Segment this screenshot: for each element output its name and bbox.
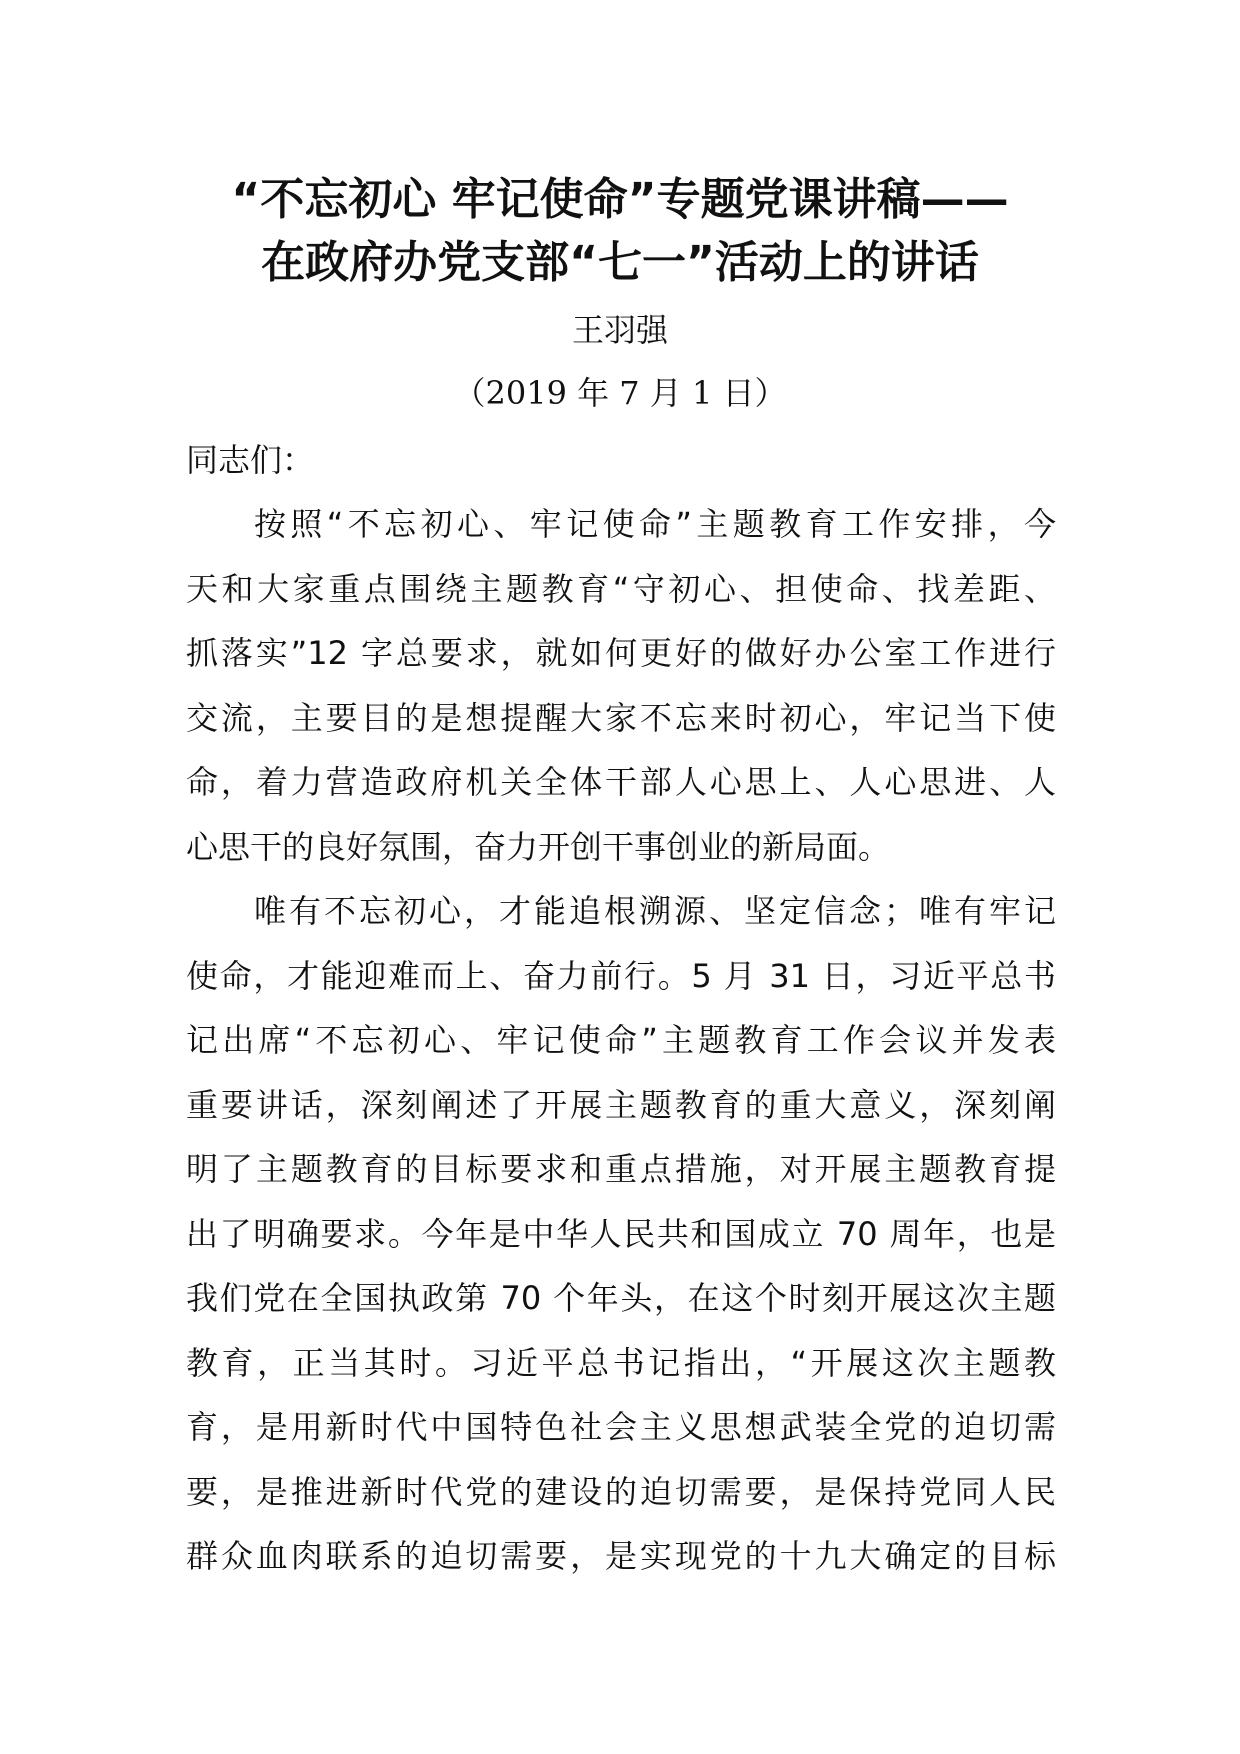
document-title-line-1: “不忘初心 牢记使命”专题党课讲稿—— [231,174,1009,225]
paragraph-2 [186,879,1056,1589]
speech-date: （2019 年 7 月 1 日） [453,374,787,412]
paragraph-line: 育，是用新时代中国特色社会主义思想武装全党的迫切需 [186,1408,1056,1446]
paragraph-line: 按照“不忘初心、牢记使命”主题教育工作安排，今 [254,505,1056,543]
paragraph-line: 我们党在全国执政第 70 个年头，在这个时刻开展这次主题 [186,1279,1056,1317]
paragraph-line: 群众血肉联系的迫切需要，是实现党的十九大确定的目标 [186,1537,1056,1575]
salutation: 同志们： [186,441,315,479]
paragraph-line: 记出席“不忘初心、牢记使命”主题教育工作会议并发表 [186,1021,1056,1059]
paragraph-line: 使命，才能迎难而上、奋力前行。5 月 31 日，习近平总书 [186,956,1056,995]
paragraph-line: 抓落实”12 字总要求，就如何更好的做好办公室工作进行 [186,634,1056,672]
paragraph-1 [186,492,1056,879]
author-name: 王羽强 [571,311,668,349]
paragraph-line: 教育，正当其时。习近平总书记指出，“开展这次主题教 [186,1343,1056,1382]
paragraph-line: 命，着力营造政府机关全体干部人心思上、人心思进、人 [186,763,1056,801]
paragraph-line: 重要讲话，深刻阐述了开展主题教育的重大意义，深刻阐 [186,1085,1056,1124]
paragraph-line: 心思干的良好氛围，奋力开创干事创业的新局面。 [186,827,891,866]
paragraph-line: 交流，主要目的是想提醒大家不忘来时初心，牢记当下使 [186,698,1056,737]
paragraph-line: 唯有不忘初心，才能追根溯源、坚定信念；唯有牢记 [254,892,1056,930]
paragraph-line: 出了明确要求。今年是中华人民共和国成立 70 周年，也是 [186,1214,1056,1253]
paragraph-line: 明了主题教育的目标要求和重点措施，对开展主题教育提 [186,1150,1056,1188]
document-title-line-2: 在政府办党支部“七一”活动上的讲话 [261,237,979,288]
paragraph-line: 要，是推进新时代党的建设的迫切需要，是保持党同人民 [186,1472,1056,1511]
paragraph-line: 天和大家重点围绕主题教育“守初心、担使命、找差距、 [186,569,1056,608]
